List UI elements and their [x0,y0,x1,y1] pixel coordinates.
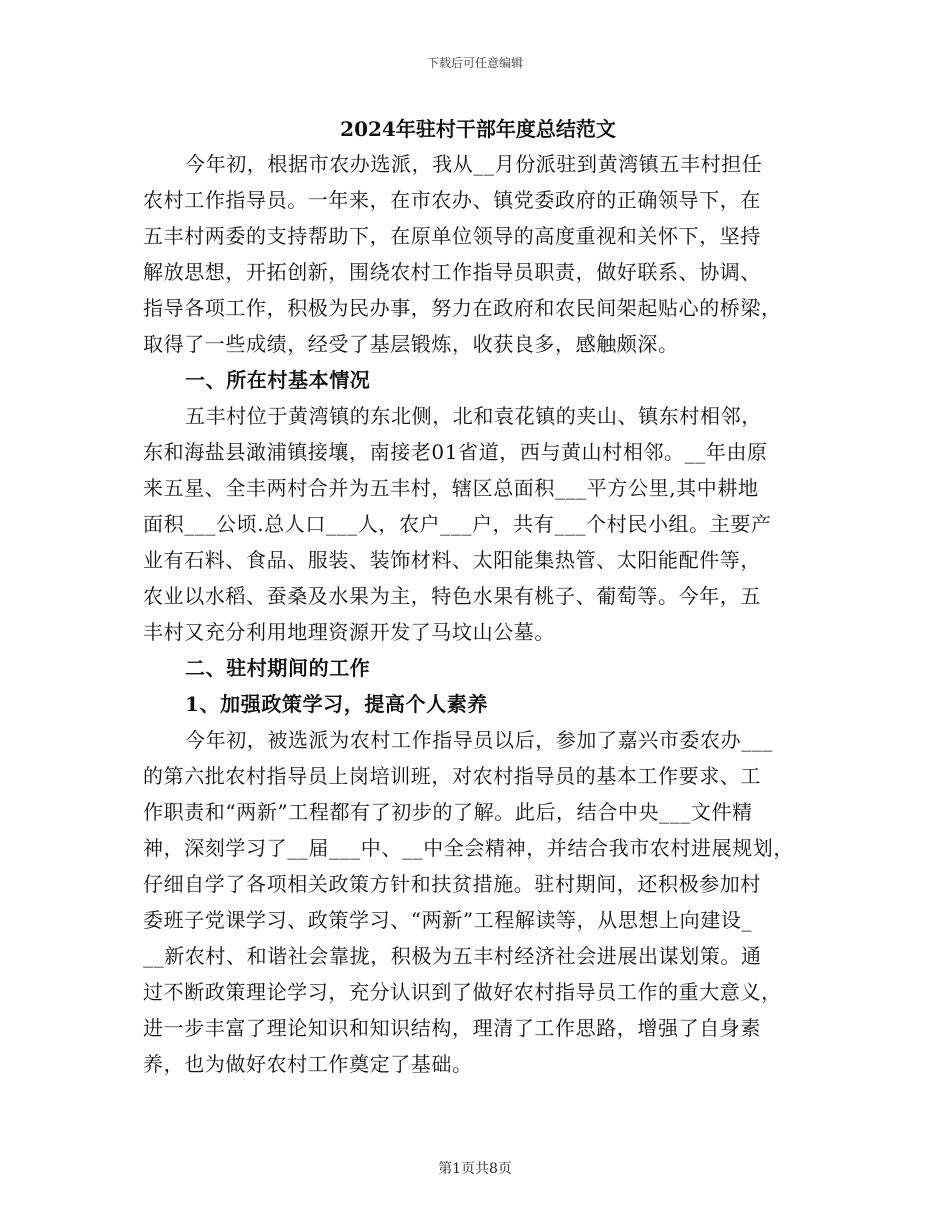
paragraph-line: 的第六批农村指导员上岗培训班，对农村指导员的基本工作要求、工 [143,764,761,788]
paragraph-line: 丰村又充分利用地理资源开发了马坟山公墓。 [143,620,555,644]
paragraph-line: 养，也为做好农村工作奠定了基础。 [143,1052,473,1076]
paragraph-line: 仔细自学了各项相关政策方针和扶贫措施。驻村期间，还积极参加村 [143,872,761,896]
paragraph-line: 今年初，被选派为农村工作指导员以后，参加了嘉兴市委农办___ [185,728,773,752]
paragraph-line: 农村工作指导员。一年来，在市农办、镇党委政府的正确领导下，在 [143,188,761,212]
paragraph-line: 来五星、全丰两村合并为五丰村，辖区总面积___平方公里,其中耕地 [143,476,759,500]
paragraph-line: 取得了一些成绩，经受了基层锻炼，收获良多，感触颇深。 [143,332,679,356]
document-title: 2024年驻村干部年度总结范文 [340,117,616,141]
header-note: 下载后可任意编辑 [426,56,523,70]
paragraph-line: 委班子党课学习、政策学习、“两新”工程解读等，从思想上向建设_ [143,908,753,932]
section-heading: 一、所在村基本情况 [185,368,371,392]
paragraph-line: 指导各项工作，积极为民办事，努力在政府和农民间架起贴心的桥梁， [143,296,782,320]
paragraph-line: 解放思想，开拓创新，围绕农村工作指导员职责，做好联系、协调、 [143,260,761,284]
paragraph-line: 业有石料、食品、服装、装饰材料、太阳能集热管、太阳能配件等， [143,548,761,572]
section-heading: 二、驻村期间的工作 [185,656,371,680]
paragraph-line: 五丰村两委的支持帮助下，在原单位领导的高度重视和关怀下，坚持 [143,224,761,248]
paragraph-line: 神，深刻学习了__届___中、__中全会精神，并结合我市农村进展规划， [143,836,794,860]
subsection-heading: 1、加强政策学习，提高个人素养 [185,692,488,716]
paragraph-line: 东和海盐县澉浦镇接壤，南接老01省道，西与黄山村相邻。__年由原 [143,440,768,464]
paragraph-line: 作职责和“两新”工程都有了初步的了解。此后，结合中央___文件精 [143,800,753,824]
paragraph-line: __新农村、和谐社会靠拢，积极为五丰村经济社会进展出谋划策。通 [143,944,762,968]
paragraph-line: 五丰村位于黄湾镇的东北侧，北和袁花镇的夹山、镇东村相邻， [185,404,762,428]
paragraph-line: 过不断政策理论学习，充分认识到了做好农村指导员工作的重大意义， [143,980,782,1004]
paragraph-line: 今年初，根据市农办选派，我从__月份派驻到黄湾镇五丰村担任 [185,152,763,176]
paragraph-line: 农业以水稻、蚕桑及水果为主，特色水果有桃子、葡萄等。今年，五 [143,584,761,608]
page-footer: 第1页共8页 [438,1161,512,1177]
paragraph-line: 进一步丰富了理论知识和知识结构，理清了工作思路，增强了自身素 [143,1016,761,1040]
document-body [143,112,813,1082]
paragraph-line: 面积___公顷.总人口___人，农户___户，共有___个村民小组。主要产 [143,512,772,536]
